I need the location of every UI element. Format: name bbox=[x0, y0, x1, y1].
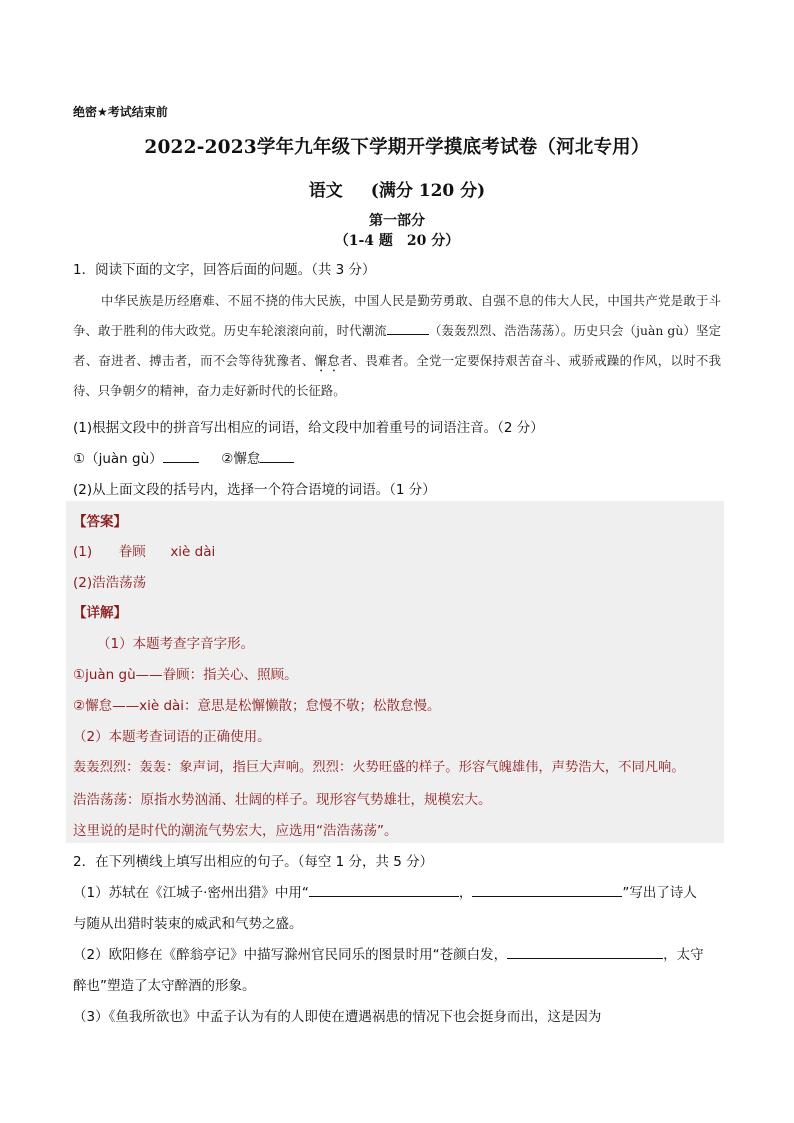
q2-s1-comma: ， bbox=[458, 885, 473, 901]
full-score: (满分 120 分) bbox=[370, 181, 486, 201]
q1-sub1: (1)根据文段中的拼音写出相应的词语，给文段中加着重号的词语注音。（2 分） bbox=[73, 420, 544, 436]
detail-3: ②懈怠——xiè dài：意思是松懈懒散；怠慢不敬；松散怠慢。 bbox=[73, 698, 441, 714]
sub1-a-blank[interactable] bbox=[163, 448, 199, 463]
answer-2: (2)浩浩荡荡 bbox=[73, 575, 147, 591]
q1-sub1-blanks bbox=[73, 447, 294, 467]
question-range: （1-4 题 20 分） bbox=[334, 233, 460, 249]
passage-part-c: 者、畏难者。全党一定要保持艰苦奋斗、戒骄戒躁的作风，以时不我待、只争朝夕的精神，奋力走好新时代的长征路。 bbox=[73, 353, 722, 398]
q2-s1-blank-1[interactable] bbox=[309, 882, 459, 897]
subject-name: 语文 bbox=[308, 181, 343, 201]
detail-2: ①juàn gù——眷顾：指关心、照顾。 bbox=[73, 667, 298, 683]
answer-1-num: (1) bbox=[73, 544, 93, 560]
answer-1-word: 眷顾 bbox=[118, 544, 146, 560]
part-heading: 第一部分 bbox=[369, 213, 425, 229]
detail-1: （1）本题考查字音字形。 bbox=[97, 636, 255, 652]
q2-s2-suffix: ，太守 bbox=[663, 947, 704, 963]
detail-label: 【详解】 bbox=[73, 605, 127, 621]
q1-stem: 1．阅读下面的文字，回答后面的问题。（共 3 分） bbox=[73, 262, 376, 278]
sub1-a-label: ①（juàn gù） bbox=[73, 451, 163, 467]
q2-s1-suffix: ”写出了诗人 bbox=[622, 885, 697, 901]
detail-5: 轰轰烈烈：轰轰：象声词，指巨大声响。烈烈：火势旺盛的样子。形容气魄雄伟，声势浩大，不同凡响。 bbox=[73, 760, 685, 775]
page-title: 2022-2023学年九年级下学期开学摸底考试卷（河北专用） bbox=[144, 137, 650, 158]
answer-1 bbox=[73, 540, 215, 560]
q2-s3: （3）《鱼我所欲也》中孟子认为有的人即使在遭遇祸患的情况下也会挺身而出，这是因为 bbox=[73, 1009, 602, 1025]
subject-line bbox=[0, 176, 794, 201]
secret-mark: 绝密★考试结束前 bbox=[73, 105, 168, 119]
passage-part-b: （轰轰烈烈、浩浩荡荡）。历史只会（juàn gù）坚定者、奋进者、搏击者，而不会等待犹豫者、 bbox=[73, 323, 721, 368]
passage-part-a: 中华民族是历经磨难、不屈不挠的伟大民族，中国人民是勤劳勇敢、自强不息的伟大人民，中国共产党是敢于斗争、敢于胜利的伟大政党。历史车轮滚滚向前，时代潮流 bbox=[73, 293, 721, 338]
q1-sub2: (2)从上面文段的括号内，选择一个符合语境的词语。（1 分） bbox=[73, 482, 436, 498]
sub1-b-label: ②懈怠 bbox=[221, 451, 261, 467]
answer-label: 【答案】 bbox=[73, 514, 127, 530]
answer-1-pinyin: xiè dài bbox=[170, 544, 216, 560]
q2-s2 bbox=[73, 943, 704, 963]
q2-s1-prefix: （1）苏轼在《江城子·密州出猎》中用“ bbox=[73, 885, 309, 901]
q2-s1 bbox=[73, 881, 697, 901]
sub1-b-blank[interactable] bbox=[260, 448, 294, 463]
q2-s2-prefix: （2）欧阳修在《醉翁亭记》中描写滁州官民同乐的图景时用“苍颜白发， bbox=[73, 947, 508, 963]
passage-blank[interactable] bbox=[387, 320, 429, 335]
q2-s1-cont: 与随从出猎时装束的威武和气势之盛。 bbox=[73, 916, 303, 932]
detail-7: 这里说的是时代的潮流气势宏大，应选用“浩浩荡荡”。 bbox=[73, 823, 398, 839]
q1-passage bbox=[73, 286, 721, 406]
q2-s1-blank-2[interactable] bbox=[472, 882, 622, 897]
detail-6: 浩浩荡荡：原指水势汹涌、壮阔的样子。现形容气势雄壮，规模宏大。 bbox=[73, 792, 492, 808]
q2-stem: 2．在下列横线上填写出相应的句子。（每空 1 分，共 5 分） bbox=[73, 854, 434, 870]
detail-4: （2）本题考查词语的正确使用。 bbox=[73, 729, 271, 745]
passage-emphasis-word: 懈怠 bbox=[314, 353, 340, 368]
q2-s2-blank[interactable] bbox=[507, 944, 663, 959]
q2-s2-cont: 醉也”塑造了太守醉酒的形象。 bbox=[73, 978, 256, 994]
